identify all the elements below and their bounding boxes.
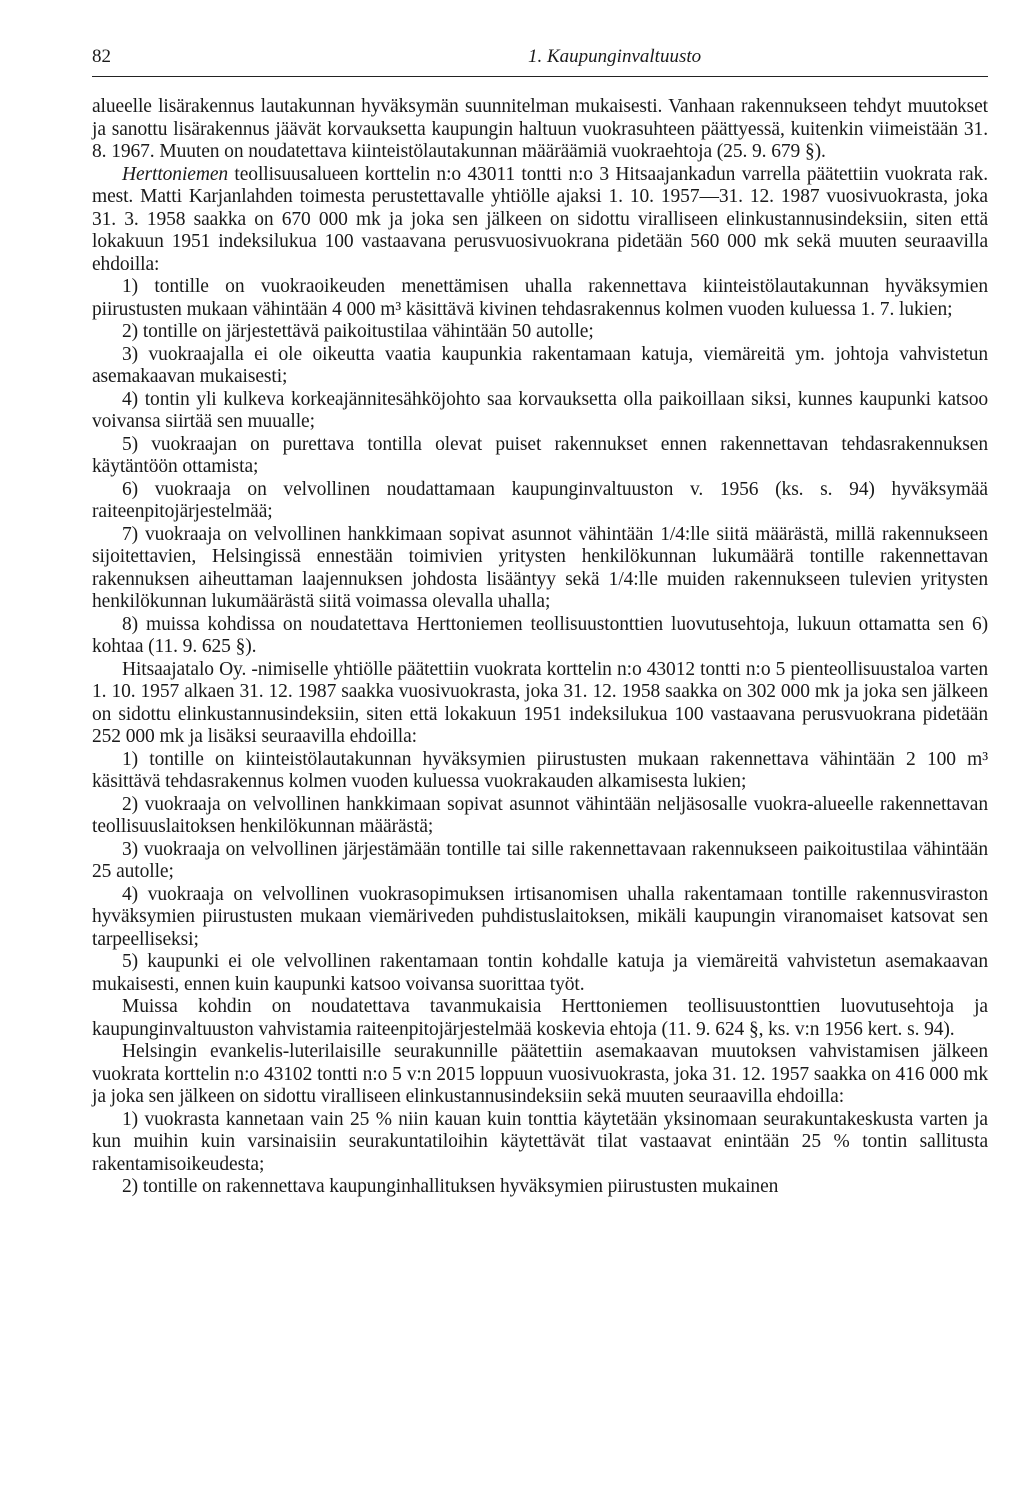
list-item: 4) vuokraaja on velvollinen vuokrasopimuksen irtisanomisen uhalla rakentamaan tontille rakennusviraston hyväksymien piirustusten mukaan viemäriveden puhdistuslaitoksen, mikäli kaupungin viranomaiset katsovat sen tarpeelliseksi; (92, 883, 988, 950)
page-header (92, 46, 988, 77)
list-item: 2) tontille on järjestettävä paikoitustilaa vähintään 50 autolle; (122, 321, 594, 342)
paragraph: Muissa kohdin on noudatettava tavanmukaisia Herttoniemen teollisuustonttien luovutusehtoja ja kaupunginvaltuuston vahvistamia raiteenpitojärjestelmää koskevia ehtoja (11. 9. 624 §, ks. v:n 1956 kert. s. 94). (92, 996, 988, 1040)
list-item: 2) tontille on rakennettava kaupunginhallituksen hyväksymien piirustusten mukainen (122, 1176, 779, 1197)
list-item: 1) tontille on kiinteistölautakunnan hyväksymien piirustusten mukaan rakennettava vähintään 2 100 m³ käsittävä tehdasrakennus kolmen vuoden kuluessa vuokrakauden alkamisesta lukien; (92, 748, 988, 792)
paragraph: Herttoniemen teollisuusalueen korttelin n:o 43011 tontti n:o 3 Hitsaajankadun varrella päätettiin vuokrata rak. mest. Matti Karjanlahden toimesta perustettavalle yhtiölle ajaksi 1. 10. 1957—31. 12. 1987 vuosivuokrasta, joka 31. 3. 1958 saakka on 670 000 mk ja joka sen jälkeen on sidottu viralliseen elinkustannusindeksiin, siten että lokakuun 1951 indeksilukua 100 vastaavana perusvuosivuokrana pidetään 560 000 mk sekä muuten seuraavilla ehdoilla: (92, 163, 988, 275)
paragraph: Helsingin evankelis-luterilaisille seurakunnille päätettiin asemakaavan muutoksen vahvistamisen jälkeen vuokrata korttelin n:o 43102 tontti n:o 5 v:n 2015 loppuun vuosivuokrasta, joka 31. 12. 1957 saakka on 416 000 mk ja joka sen jälkeen on sidottu viralliseen elinkustannusindeksiin sekä muuten seuraavilla ehdoilla: (92, 1041, 988, 1107)
list-item: 5) kaupunki ei ole velvollinen rakentamaan tontin kohdalle katuja ja viemäreitä vahvistetun asemakaavan mukaisesti, ennen kuin kaupunki katsoo voivansa suorittaa työt. (92, 951, 988, 995)
list-item: 3) vuokraaja on velvollinen järjestämään tontille tai sille rakennettavaan rakennukseen paikoitustilaa vähintään 25 autolle; (92, 838, 988, 882)
list-item: 5) vuokraajan on purettava tontilla olevat puiset rakennukset ennen rakennettavan tehdasrakennuksen käytäntöön ottamista; (92, 433, 988, 477)
list-item: 8) muissa kohdissa on noudatettava Herttoniemen teollisuustonttien luovutusehtoja, lukuun ottamatta sen 6) kohtaa (11. 9. 625 §). (92, 613, 988, 657)
list-item: 7) vuokraaja on velvollinen hankkimaan sopivat asunnot vähintään 1/4:lle siitä määrästä, millä rakennukseen sijoitettavien, Helsingissä ennestään toimivien yritysten henkilökunnan lukumäärä tontille rakennettavan rakennuksen aiheuttaman laajennuksen johdosta lisääntyy sekä 1/4:lle muiden rakennukseen tulevien yritysten henkilökunnan lukumäärästä siitä voimassa olevalla uhalla; (92, 523, 988, 612)
list-item: 3) vuokraajalla ei ole oikeutta vaatia kaupunkia rakentamaan katuja, viemäreitä ym. johtoja vahvistetun asemakaavan mukaisesti; (92, 343, 988, 387)
place-name-italic: Herttoniemen (122, 163, 229, 185)
list-item: 1) tontille on vuokraoikeuden menettämisen uhalla rakennettava kiinteistölautakunnan hyväksymien piirustusten mukaan vähintään 4 000 m³ käsittävä kivinen tehdasrakennus kolmen vuoden kuluessa 1. 7. lukien; (92, 276, 988, 320)
list-item: 1) vuokrasta kannetaan vain 25 % niin kauan kuin tonttia käytetään yksinomaan seurakuntakeskusta varten ja kun muihin kuin varsinaisiin seurakuntatiloihin käytettävät tilat vastaavat enintään 25 % tontin sallitusta rakentamisoikeudesta; (92, 1108, 988, 1175)
running-head: 1. Kaupunginvaltuusto (528, 46, 702, 67)
body-text (92, 96, 988, 1199)
paragraph: Hitsaajatalo Oy. -nimiselle yhtiölle päätettiin vuokrata korttelin n:o 43012 tontti n:o 5 pienteollisuustaloa varten 1. 10. 1957 alkaen 31. 12. 1987 saakka vuosivuokrasta, joka 31. 12. 1958 saakka on 302 000 mk ja joka sen jälkeen on sidottu elinkustannusindeksiin, siten että lokakuun 1951 indeksilukua 100 vastaavana perusvuokrana pidetään 252 000 mk ja lisäksi seuraavilla ehdoilla: (92, 658, 988, 747)
list-item: 4) tontin yli kulkeva korkeajännitesähköjohto saa korvauksetta olla paikoillaan siksi, kunnes kaupunki katsoo voivansa siirtää sen muualle; (92, 388, 988, 432)
list-item: 6) vuokraaja on velvollinen noudattamaan kaupunginvaltuuston v. 1956 (ks. s. 94) hyväksymää raiteenpitojärjestelmää; (92, 478, 988, 522)
paragraph: alueelle lisärakennus lautakunnan hyväksymän suunnitelman mukaisesti. Vanhaan rakennukseen tehdyt muutokset ja sanottu lisärakennus jäävät korvauksetta kaupungin haltuun vuokrasuhteen päättyessä, kuitenkin viimeistään 31. 8. 1967. Muuten on noudatettava kiinteistölautakunnan määräämiä vuokraehtoja (25. 9. 679 §). (92, 96, 988, 162)
page-number: 82 (92, 46, 111, 67)
list-item: 2) vuokraaja on velvollinen hankkimaan sopivat asunnot vähintään neljäsosalle vuokra-alueelle rakennettavan teollisuuslaitoksen henkilökunnan määrästä; (92, 793, 988, 837)
